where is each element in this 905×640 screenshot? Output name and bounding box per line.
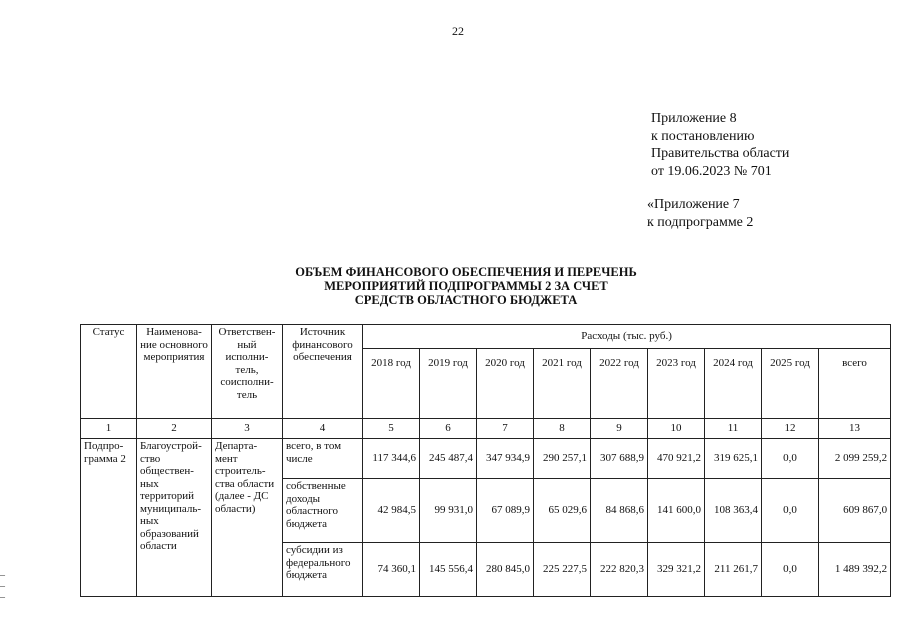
value-cell: 329 321,2 bbox=[648, 543, 705, 597]
value-cell: 1 489 392,2 bbox=[819, 543, 891, 597]
header-measure: Наименова-ние основного мероприятия bbox=[137, 325, 212, 419]
value-cell: 67 089,9 bbox=[477, 479, 534, 543]
annex-line: от 19.06.2023 № 701 bbox=[651, 163, 772, 179]
column-number: 1 bbox=[81, 419, 137, 439]
document-title bbox=[246, 265, 686, 307]
value-cell: 0,0 bbox=[762, 479, 819, 543]
header-responsible: Ответствен-ный исполни-тель, соисполни-тель bbox=[212, 325, 283, 419]
header-year-2022: 2022 год bbox=[591, 349, 648, 419]
value-cell: 108 363,4 bbox=[705, 479, 762, 543]
header-year-2024: 2024 год bbox=[705, 349, 762, 419]
value-cell: 280 845,0 bbox=[477, 543, 534, 597]
column-number: 5 bbox=[363, 419, 420, 439]
header-year-2018: 2018 год bbox=[363, 349, 420, 419]
value-cell: 99 931,0 bbox=[420, 479, 477, 543]
value-cell: 222 820,3 bbox=[591, 543, 648, 597]
value-cell: 609 867,0 bbox=[819, 479, 891, 543]
value-cell: 0,0 bbox=[762, 543, 819, 597]
column-number: 4 bbox=[283, 419, 363, 439]
column-number: 8 bbox=[534, 419, 591, 439]
column-number: 9 bbox=[591, 419, 648, 439]
column-number: 6 bbox=[420, 419, 477, 439]
header-source: Источник финансового обеспечения bbox=[283, 325, 363, 419]
column-number: 11 bbox=[705, 419, 762, 439]
column-number: 7 bbox=[477, 419, 534, 439]
value-cell: 141 600,0 bbox=[648, 479, 705, 543]
header-year-2021: 2021 год bbox=[534, 349, 591, 419]
value-cell: 245 487,4 bbox=[420, 439, 477, 479]
value-cell: 0,0 bbox=[762, 439, 819, 479]
value-cell: 145 556,4 bbox=[420, 543, 477, 597]
annex-line: Правительства области bbox=[651, 146, 790, 161]
title-line: СРЕДСТВ ОБЛАСТНОГО БЮДЖЕТА bbox=[354, 293, 578, 307]
value-cell: 319 625,1 bbox=[705, 439, 762, 479]
value-cell: 2 099 259,2 bbox=[819, 439, 891, 479]
row-measure: Благоустрой-ство обществен-ных территорий муниципаль-ных образований области bbox=[137, 439, 212, 597]
row-status: Подпро-грамма 2 bbox=[81, 439, 137, 597]
value-cell: 211 261,7 bbox=[705, 543, 762, 597]
row-source: всего, в том числе bbox=[283, 439, 363, 479]
column-number: 12 bbox=[762, 419, 819, 439]
annex-line: Приложение 8 bbox=[651, 111, 737, 126]
row-responsible: Департа-мент строитель-ства области (далее - ДС области) bbox=[212, 439, 283, 597]
title-line: ОБЪЕМ ФИНАНСОВОГО ОБЕСПЕЧЕНИЯ И ПЕРЕЧЕНЬ bbox=[295, 265, 637, 279]
header-expenses: Расходы (тыс. руб.) bbox=[363, 325, 891, 349]
value-cell: 307 688,9 bbox=[591, 439, 648, 479]
annex2-line: «Приложение 7 bbox=[647, 197, 740, 212]
row-source: собственные доходы областного бюджета bbox=[283, 479, 363, 543]
column-number: 3 bbox=[212, 419, 283, 439]
value-cell: 470 921,2 bbox=[648, 439, 705, 479]
value-cell: 347 934,9 bbox=[477, 439, 534, 479]
row-source: субсидии из федерального бюджета bbox=[283, 543, 363, 597]
value-cell: 74 360,1 bbox=[363, 543, 420, 597]
page-number: 22 bbox=[452, 24, 464, 38]
value-cell: 290 257,1 bbox=[534, 439, 591, 479]
column-number: 2 bbox=[137, 419, 212, 439]
value-cell: 84 868,6 bbox=[591, 479, 648, 543]
title-line: МЕРОПРИЯТИЙ ПОДПРОГРАММЫ 2 ЗА СЧЕТ bbox=[324, 279, 608, 293]
value-cell: 42 984,5 bbox=[363, 479, 420, 543]
header-year-2025: 2025 год bbox=[762, 349, 819, 419]
annex2-line: к подпрограмме 2 bbox=[647, 214, 754, 230]
column-number: 10 bbox=[648, 419, 705, 439]
header-status: Статус bbox=[81, 325, 137, 419]
annex-block bbox=[651, 110, 789, 180]
header-year-2020: 2020 год bbox=[477, 349, 534, 419]
header-total: всего bbox=[819, 349, 891, 419]
header-year-2023: 2023 год bbox=[648, 349, 705, 419]
value-cell: 117 344,6 bbox=[363, 439, 420, 479]
column-number: 13 bbox=[819, 419, 891, 439]
value-cell: 65 029,6 bbox=[534, 479, 591, 543]
annex-line: к постановлению bbox=[651, 128, 755, 144]
subprogram-annex-block bbox=[647, 196, 753, 231]
scan-margin-marks: – – – bbox=[0, 570, 5, 603]
header-year-2019: 2019 год bbox=[420, 349, 477, 419]
table-row bbox=[81, 439, 891, 479]
funding-table bbox=[80, 324, 891, 597]
value-cell: 225 227,5 bbox=[534, 543, 591, 597]
